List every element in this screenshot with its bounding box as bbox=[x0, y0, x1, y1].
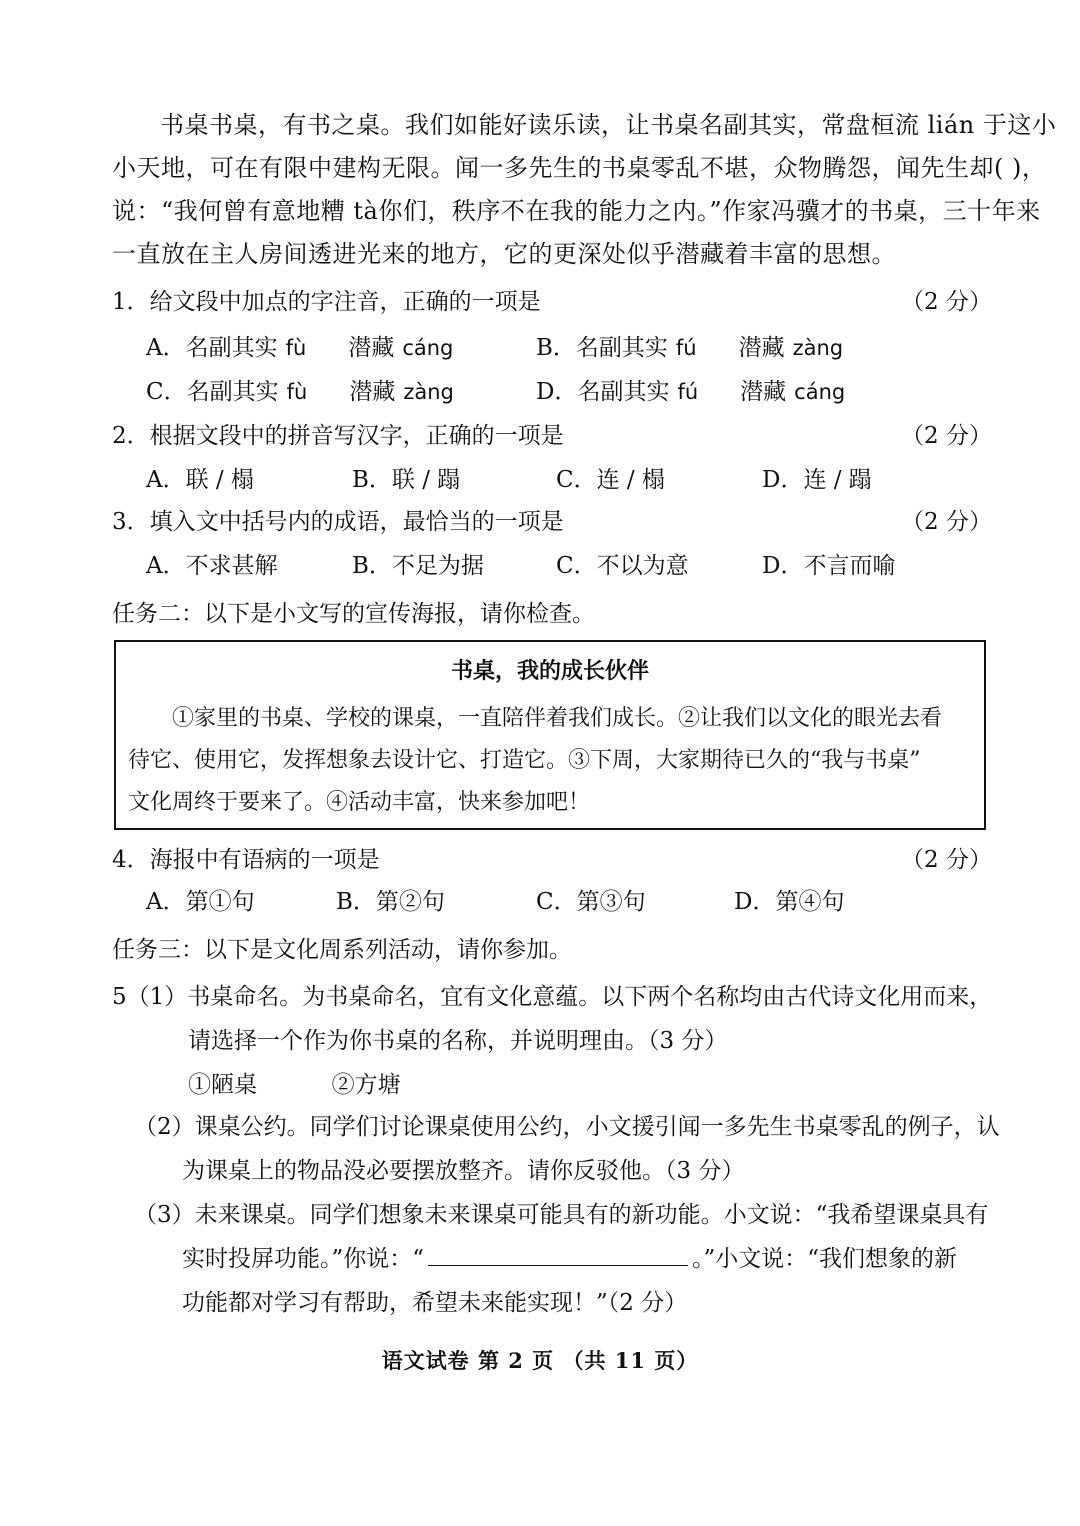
poster-line: 文化周终于要来了。④活动丰富，快来参加吧！ bbox=[128, 790, 591, 815]
passage-line: 小天地，可在有限中建构无限。闻一多先生的书桌零乱不堪，众物腾怨，闻先生却( )， bbox=[112, 154, 1047, 182]
q2-option-d[interactable]: D．连 / 蹋 bbox=[762, 467, 872, 493]
q5-part2-line1: （2）课桌公约。同学们讨论课桌使用公约，小文援引闻一多先生书桌零乱的例子，认 bbox=[134, 1114, 1000, 1140]
desk-name-option[interactable]: ②方塘 bbox=[331, 1072, 401, 1098]
promo-poster bbox=[114, 640, 986, 830]
poster-body bbox=[128, 698, 976, 824]
q3-option-a[interactable]: A．不求甚解 bbox=[146, 553, 278, 579]
q3-option-d[interactable]: D．不言而喻 bbox=[762, 553, 896, 579]
q5-part2-line2: 为课桌上的物品没必要摆放整齐。请你反驳他。（3 分） bbox=[182, 1158, 745, 1184]
question-3-points: （2 分） bbox=[901, 509, 992, 535]
question-2-stem: 2．根据文段中的拼音写汉字，正确的一项是 bbox=[112, 423, 564, 449]
question-1 bbox=[112, 286, 992, 318]
q2-option-a[interactable]: A．联 / 榻 bbox=[146, 467, 254, 493]
q5-desk-names bbox=[188, 1064, 401, 1107]
poster-line: 待它、使用它，发挥想象去设计它、打造它。③下周，大家期待已久的“我与书桌” bbox=[128, 748, 921, 773]
q5-part3-line1: （3）未来课桌。同学们想象未来课桌可能具有的新功能。小文说：“我希望课桌具有 bbox=[134, 1202, 989, 1228]
q5-part3-line3: 功能都对学习有帮助，希望未来能实现！”（2 分） bbox=[182, 1290, 688, 1316]
passage-line: 一直放在主人房间透进光来的地方，它的更深处似乎潜藏着丰富的思想。 bbox=[112, 240, 896, 268]
question-1-points: （2 分） bbox=[901, 289, 992, 315]
question-2-points: （2 分） bbox=[901, 423, 992, 449]
q4-option-a[interactable]: A．第①句 bbox=[146, 889, 255, 915]
q1-option-c[interactable]: C．名副其实 fù 潜藏 zàng bbox=[146, 379, 454, 405]
task-3-heading: 任务三：以下是文化周系列活动，请你参加。 bbox=[112, 937, 572, 963]
question-4-points: （2 分） bbox=[901, 847, 992, 873]
question-4 bbox=[112, 844, 992, 876]
page-footer: 语文试卷 第 2 页 （共 11 页） bbox=[381, 1348, 699, 1373]
question-4-stem: 4．海报中有语病的一项是 bbox=[112, 847, 380, 873]
question-2 bbox=[112, 420, 992, 452]
q5-part1-line1: 5（1）书桌命名。为书桌命名，宜有文化意蕴。以下两个名称均由古代诗文化用而来， bbox=[112, 984, 993, 1010]
question-3-stem: 3．填入文中括号内的成语，最恰当的一项是 bbox=[112, 509, 564, 535]
poster-line: ①家里的书桌、学校的课桌，一直陪伴着我们成长。②让我们以文化的眼光去看 bbox=[172, 706, 943, 731]
q1-option-b[interactable]: B．名副其实 fú 潜藏 zàng bbox=[536, 335, 844, 361]
desk-name-option[interactable]: ①陋桌 bbox=[188, 1072, 257, 1098]
passage-line: 说：“我何曾有意地糟 tà你们，秩序不在我的能力之内。”作家冯骥才的书桌，三十年来 bbox=[112, 197, 1041, 225]
q5-part1-line2: 请选择一个作为你书桌的名称，并说明理由。（3 分） bbox=[188, 1028, 728, 1054]
q5-part3-line2: 实时投屏功能。”你说：“ 。”小文说：“我们想象的新 bbox=[182, 1238, 957, 1281]
q2-option-c[interactable]: C．连 / 榻 bbox=[556, 467, 665, 493]
q2-option-b[interactable]: B．联 / 蹋 bbox=[352, 467, 461, 493]
question-3 bbox=[112, 506, 992, 538]
poster-title: 书桌，我的成长伙伴 bbox=[450, 658, 649, 684]
q3-option-c[interactable]: C．不以为意 bbox=[556, 553, 689, 579]
q4-option-b[interactable]: B．第②句 bbox=[336, 889, 445, 915]
question-1-stem: 1．给文段中加点的字注音，正确的一项是 bbox=[112, 289, 541, 315]
q1-option-d[interactable]: D．名副其实 fú 潜藏 cáng bbox=[536, 379, 846, 405]
q4-option-c[interactable]: C．第③句 bbox=[536, 889, 646, 915]
q3-option-b[interactable]: B．不足为据 bbox=[352, 553, 484, 579]
answer-blank[interactable] bbox=[428, 1241, 688, 1266]
reading-passage bbox=[112, 104, 1057, 276]
q4-option-d[interactable]: D．第④句 bbox=[734, 889, 845, 915]
task-2-heading: 任务二：以下是小文写的宣传海报，请你检查。 bbox=[112, 601, 595, 627]
q1-option-a[interactable]: A．名副其实 fù 潜藏 cáng bbox=[146, 335, 454, 361]
passage-line: 书桌书桌，有书之桌。我们如能好读乐读，让书桌名副其实，常盘桓流 lián 于这小 bbox=[160, 111, 1057, 139]
